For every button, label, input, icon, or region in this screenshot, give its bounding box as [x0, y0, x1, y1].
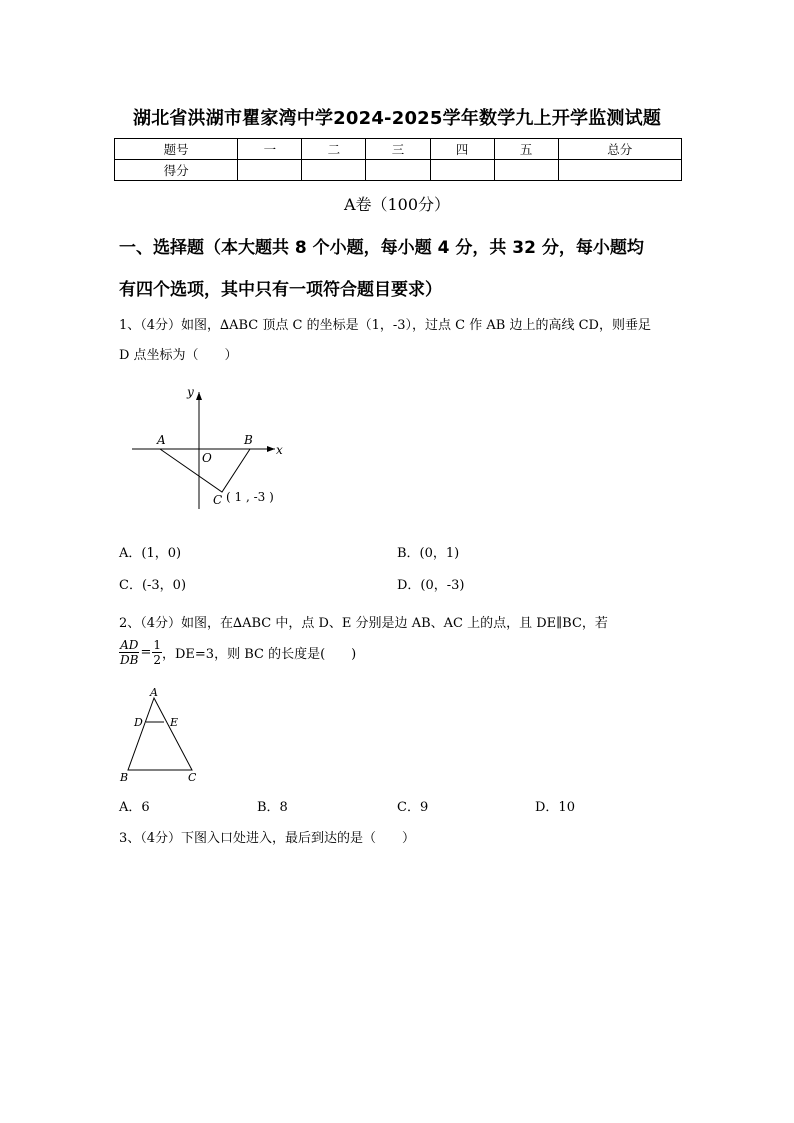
x-axis-arrow — [267, 446, 275, 452]
q2-option-b[interactable]: B．8 — [257, 800, 288, 815]
q1-option-a[interactable]: A．(1，0) — [119, 546, 182, 561]
y-label: y — [187, 385, 194, 399]
score-cell[interactable] — [302, 160, 366, 181]
q2-fraction-ad-db — [119, 638, 139, 667]
q2-text-line1: 2、（4分）如图，在∆ABC 中，点 D、E 分别是边 AB、AC 上的点，且 DE∥BC，若 — [119, 616, 608, 631]
fraction-numerator: AD — [120, 638, 139, 652]
q2-figure — [116, 686, 196, 786]
fraction-denominator: 2 — [153, 653, 161, 667]
q2-option-d[interactable]: D．10 — [535, 800, 575, 815]
score-cell[interactable] — [430, 160, 494, 181]
point-c-label: C — [188, 771, 196, 784]
y-axis-arrow — [196, 392, 202, 400]
q1-text-line2: D 点坐标为（ ） — [119, 348, 238, 363]
section-heading-line1: 一、选择题（本大题共 8 个小题，每小题 4 分，共 32 分，每小题均 — [119, 238, 644, 258]
q1-option-b[interactable]: B．(0，1) — [397, 546, 460, 561]
point-e-label: E — [170, 716, 179, 729]
point-c-label: C — [213, 493, 223, 507]
fraction-denominator: DB — [120, 653, 139, 667]
score-header-cell: 五 — [494, 139, 558, 160]
point-b-label: B — [244, 433, 253, 447]
q1-option-d[interactable]: D．(0，-3) — [397, 578, 465, 593]
q1-text-line1: 1、（4分）如图，∆ABC 顶点 C 的坐标是（1，-3），过点 C 作 AB 边上的高线 CD，则垂足 — [119, 318, 651, 333]
q1-option-c[interactable]: C．(-3，0) — [119, 578, 187, 593]
score-cell[interactable] — [494, 160, 558, 181]
score-cell[interactable] — [366, 160, 430, 181]
fraction-numerator: 1 — [153, 638, 161, 652]
point-a-label: A — [150, 686, 158, 699]
score-table-score-row — [115, 160, 682, 181]
equals-sign: = — [140, 645, 152, 660]
q3-text-line1: 3、（4分）下图入口处进入，最后到达的是（ ） — [119, 831, 416, 846]
score-header-cell: 三 — [366, 139, 430, 160]
q2-fraction-half — [152, 638, 162, 667]
x-label: x — [276, 443, 283, 457]
q2-option-c[interactable]: C．9 — [397, 800, 429, 815]
score-row-label: 得分 — [115, 160, 238, 181]
score-cell[interactable] — [238, 160, 302, 181]
q2-text-line2-rest: ，DE=3，则 BC 的长度是( ) — [162, 647, 357, 662]
point-a-label: A — [157, 433, 166, 447]
score-table-header-row — [115, 139, 682, 160]
score-header-cell: 总分 — [558, 139, 681, 160]
point-d-label: D — [134, 716, 143, 729]
score-header-cell: 题号 — [115, 139, 238, 160]
point-b-label: B — [120, 771, 129, 784]
section-heading-line2: 有四个选项，其中只有一项符合题目要求） — [119, 280, 442, 300]
q2-text-line2 — [119, 638, 356, 667]
score-header-cell: 二 — [302, 139, 366, 160]
origin-label: O — [202, 451, 212, 465]
score-header-cell: 四 — [430, 139, 494, 160]
score-cell[interactable] — [558, 160, 681, 181]
volume-heading: A卷（100分） — [343, 195, 451, 214]
score-header-cell: 一 — [238, 139, 302, 160]
q2-option-a[interactable]: A．6 — [119, 800, 150, 815]
q1-figure — [125, 382, 295, 512]
point-c-coordinate: ( 1 , -3 ) — [226, 490, 274, 504]
exam-title: 湖北省洪湖市瞿家湾中学2024-2025学年数学九上开学监测试题 — [132, 108, 662, 129]
score-table — [114, 138, 682, 181]
triangle-abc — [128, 698, 192, 770]
